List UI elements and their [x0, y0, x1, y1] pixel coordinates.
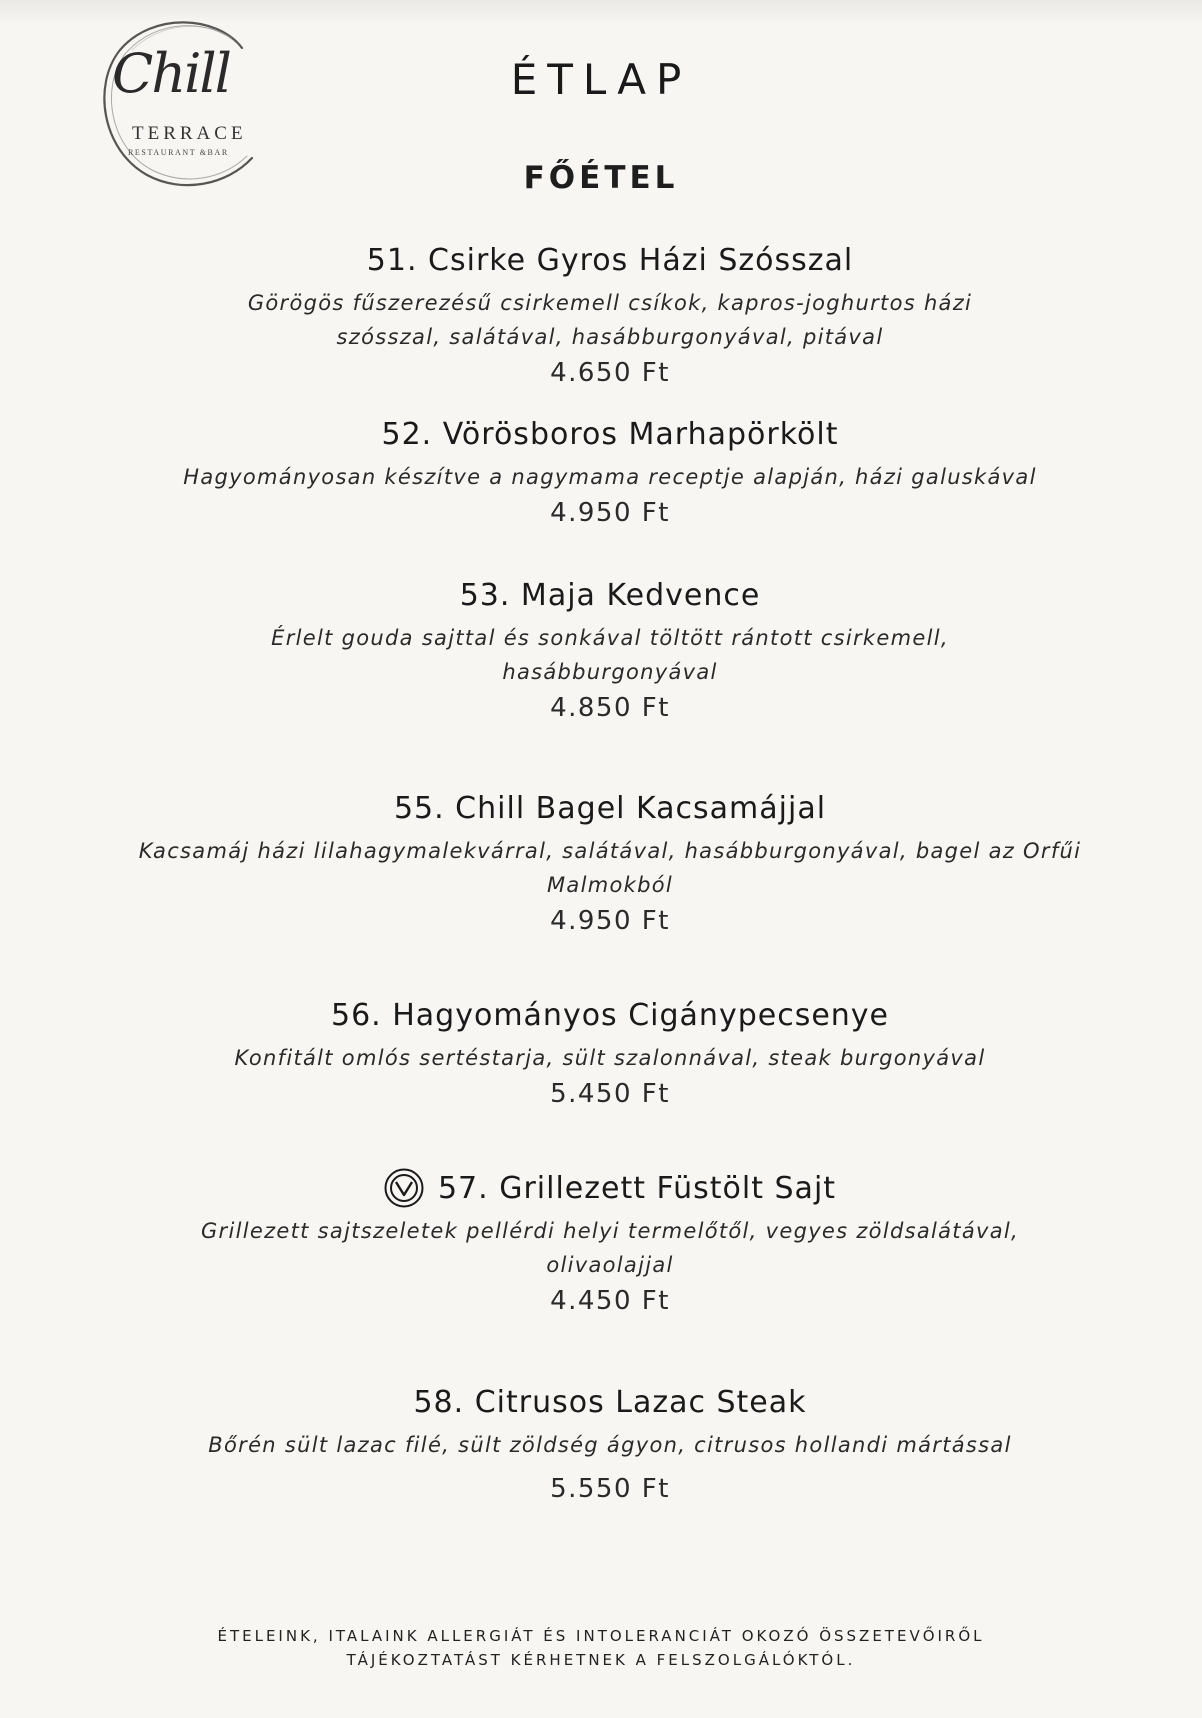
menu-item — [120, 575, 1100, 723]
item-price: 4.950 Ft — [550, 498, 670, 528]
item-price: 4.850 Ft — [550, 693, 670, 723]
item-name: 51. Csirke Gyros Házi Szósszal — [366, 242, 854, 278]
item-name: 53. Maja Kedvence — [459, 577, 761, 613]
allergen-notice-line: ÉTELEINK, ITALAINK ALLERGIÁT ÉS INTOLERANCIÁT OKOZÓ ÖSSZETEVŐIRŐL — [217, 1627, 985, 1645]
item-name: 58. Citrusos Lazac Steak — [413, 1384, 807, 1420]
item-description — [120, 1041, 1100, 1075]
item-name: 55. Chill Bagel Kacsamájjal — [393, 790, 827, 826]
logo-subtitle: RESTAURANT &BAR — [128, 148, 229, 157]
item-description — [120, 621, 1100, 689]
section-heading: FŐÉTEL — [523, 160, 679, 196]
allergen-notice — [0, 1624, 1202, 1672]
item-name: 56. Hagyományos Cigánypecsenye — [330, 997, 890, 1033]
logo-script-text: Chill — [112, 42, 230, 105]
item-price: 5.550 Ft — [550, 1474, 670, 1504]
item-description — [120, 286, 1100, 354]
menu-item — [120, 788, 1100, 936]
item-description-line: Konfitált omlós sertéstarja, sült szalonnával, steak burgonyával — [234, 1046, 986, 1070]
item-description-line: szósszal, salátával, hasábburgonyával, pitával — [336, 325, 884, 349]
item-price: 4.950 Ft — [550, 906, 670, 936]
item-description-line: Kacsamáj házi lilahagymalekvárral, salátával, hasábburgonyával, bagel az Orfűi — [138, 839, 1082, 863]
vegetarian-v-icon — [384, 1168, 424, 1208]
item-price: 4.650 Ft — [550, 358, 670, 388]
allergen-notice-line: TÁJÉKOZTATÁST KÉRHETNEK A FELSZOLGÁLÓKTÓL. — [346, 1651, 856, 1669]
item-description-line: olivaolajjal — [546, 1253, 674, 1277]
menu-item — [120, 1382, 1100, 1504]
item-description-line: Bőrén sült lazac filé, sült zöldség ágyon, citrusos hollandi mártással — [208, 1433, 1012, 1457]
item-description-line: Görögös fűszerezésű csirkemell csíkok, kapros-joghurtos házi — [247, 291, 973, 315]
menu-title: ÉTLAP — [510, 55, 692, 104]
item-description-line: Érlelt gouda sajttal és sonkával töltött rántott csirkemell, — [271, 626, 949, 650]
item-description — [120, 834, 1100, 902]
menu-item — [120, 995, 1100, 1109]
item-description — [120, 460, 1100, 494]
item-description — [120, 1214, 1100, 1282]
menu-item — [120, 240, 1100, 388]
menu-item — [120, 1168, 1100, 1316]
item-price: 5.450 Ft — [550, 1079, 670, 1109]
menu-item — [120, 414, 1100, 528]
item-description-line: Malmokból — [546, 873, 673, 897]
item-name: 57. Grillezett Füstölt Sajt — [120, 1168, 1100, 1208]
logo-name: TERRACE — [132, 123, 247, 144]
item-description-line: Hagyományosan készítve a nagymama receptje alapján, házi galuskával — [183, 465, 1037, 489]
item-description-line: hasábburgonyával — [502, 660, 718, 684]
item-description-line: Grillezett sajtszeletek pellérdi helyi termelőtől, vegyes zöldsalátával, — [200, 1219, 1020, 1243]
item-price: 4.450 Ft — [550, 1286, 670, 1316]
item-description — [120, 1428, 1100, 1462]
item-name: 52. Vörösboros Marhapörkölt — [381, 416, 839, 452]
